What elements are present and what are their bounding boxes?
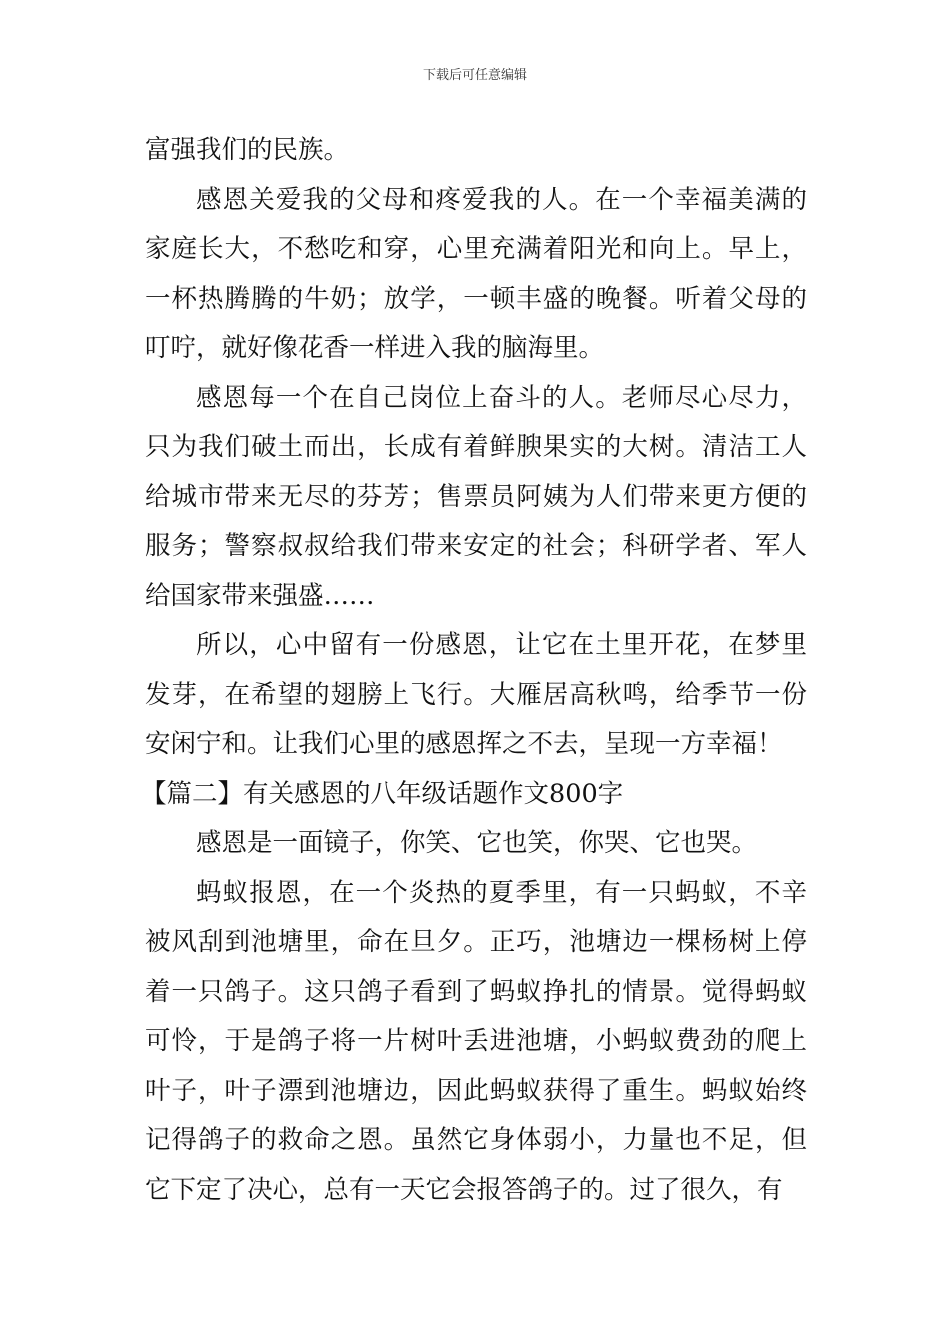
paragraph-6: 蚂蚁报恩，在一个炎热的夏季里，有一只蚂蚁，不辛被风刮到池塘里，命在旦夕。正巧，池塘边一棵杨树上停着一只鸽子。这只鸽子看到了蚂蚁挣扎的情景。觉得蚂蚁可怜，于是鸽子将一片树叶丢进池塘，小蚂蚁费劲的爬上叶子，叶子漂到池塘边，因此蚂蚁获得了重生。蚂蚁始终记得鸽子的救命之恩。虽然它身体弱小，力量也不足，但它下定了决心，总有一天它会报答鸽子的。过了很久，有 (145, 877, 807, 1205)
paragraph-3: 感恩每一个在自己岗位上奋斗的人。老师尽心尽力，只为我们破土而出，长成有着鲜腴果实的大树。清洁工人给城市带来无尽的芬芳；售票员阿姨为人们带来更方便的服务；警察叔叔给我们带来安定的社会；科研学者、军人给国家带来强盛…… (145, 382, 807, 611)
paragraph-5: 感恩是一面镜子，你笑、它也笑，你哭、它也哭。 (196, 828, 758, 858)
paragraph-4: 所以，心中留有一份感恩，让它在土里开花，在梦里发芽，在希望的翅膀上飞行。大雁居高秋鸣，给季节一份安闲宁和。让我们心里的感恩挥之不去，呈现一方幸福！ (145, 630, 807, 759)
page-header: 下载后可任意编辑 (422, 68, 527, 83)
paragraph-1: 富强我们的民族。 (145, 135, 350, 165)
paragraph-2: 感恩关爱我的父母和疼爱我的人。在一个幸福美满的家庭长大，不愁吃和穿，心里充满着阳光和向上。早上，一杯热腾腾的牛奶；放学，一顿丰盛的晚餐。听着父母的叮咛，就好像花香一样进入我的脑海里。 (145, 184, 807, 363)
section-heading: 【篇二】有关感恩的八年级话题作文800字 (141, 778, 624, 809)
document-body (141, 126, 807, 1215)
